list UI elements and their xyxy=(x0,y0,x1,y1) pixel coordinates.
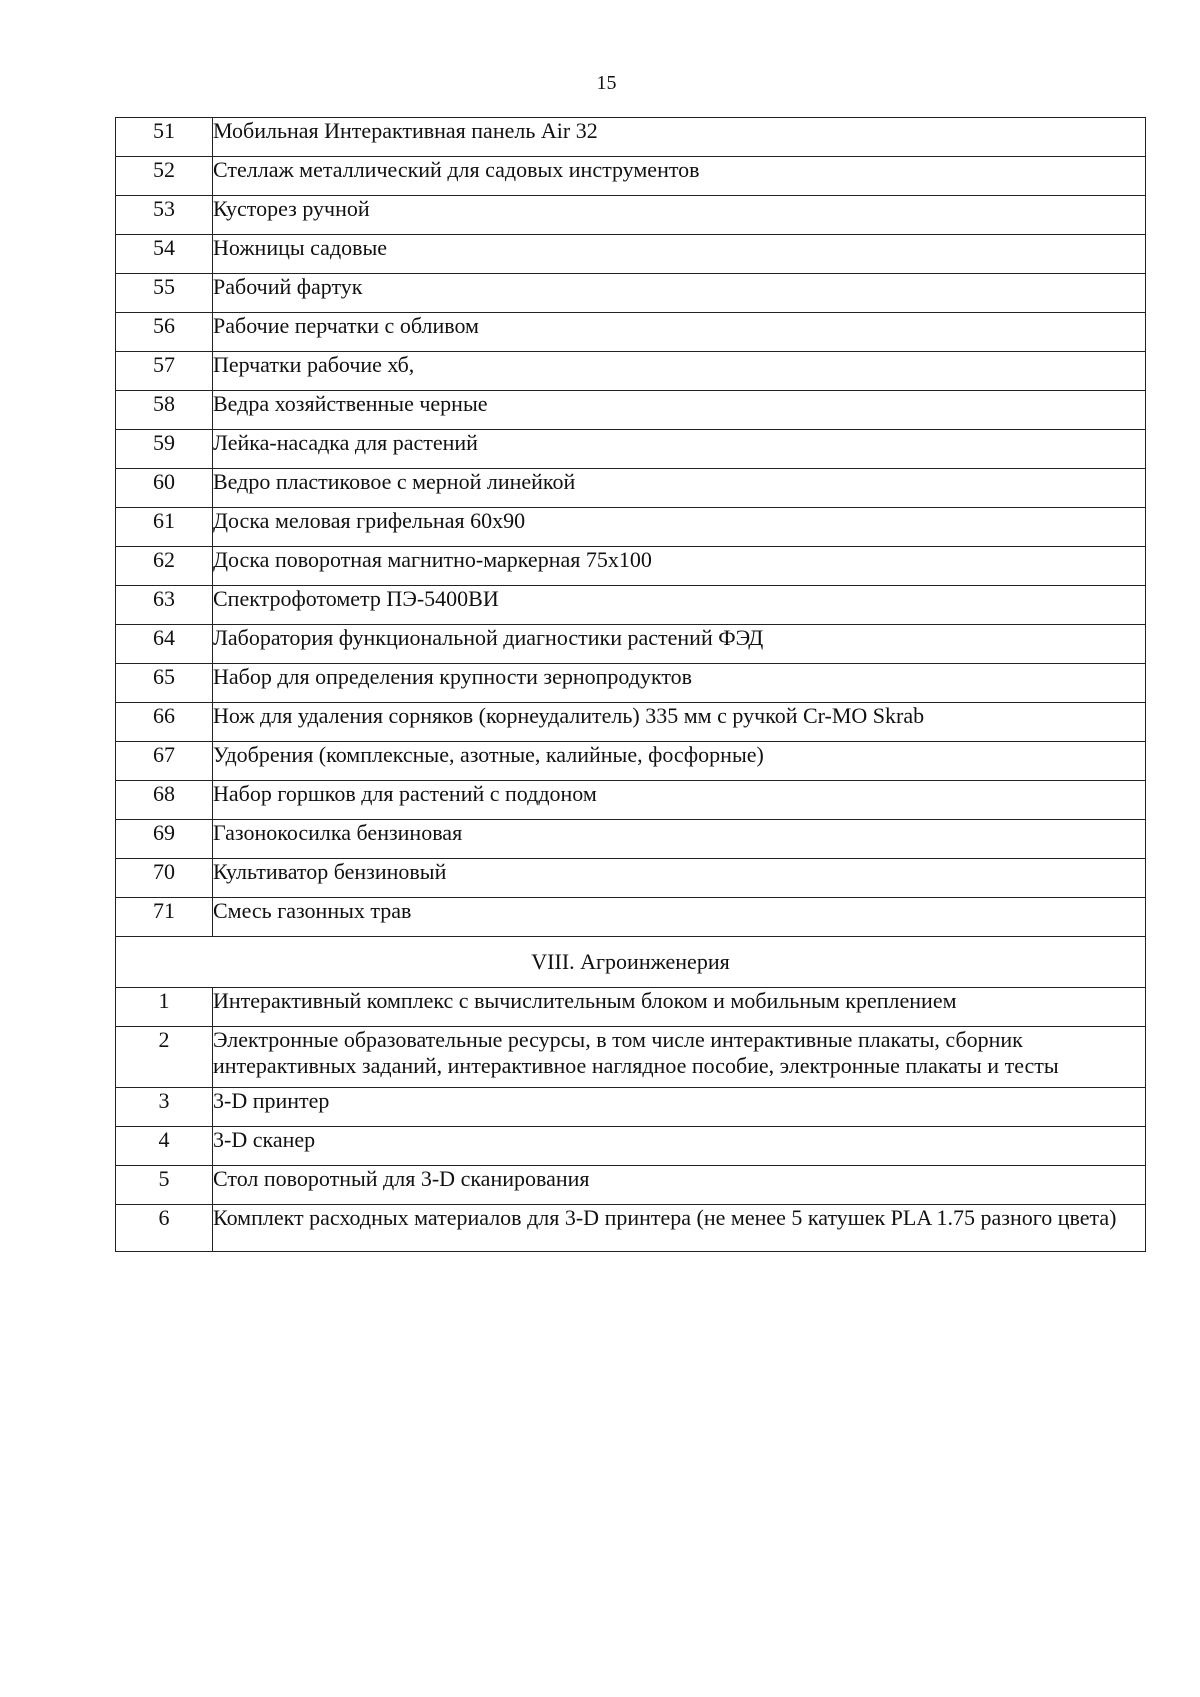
item-name: Набор для определения крупности зернопродуктов xyxy=(213,664,1146,703)
table-row xyxy=(116,469,1146,508)
item-name: Ведра хозяйственные черные xyxy=(213,391,1146,430)
item-name: Интерактивный комплекс с вычислительным блоком и мобильным креплением xyxy=(213,988,1146,1027)
table-row xyxy=(116,157,1146,196)
item-name: Нож для удаления сорняков (корнеудалитель) 335 мм с ручкой Cr-MO Skrab xyxy=(213,703,1146,742)
row-number: 59 xyxy=(116,430,213,469)
item-name: 3-D принтер xyxy=(213,1088,1146,1127)
item-name: Кусторез ручной xyxy=(213,196,1146,235)
item-name: Мобильная Интерактивная панель Air 32 xyxy=(213,118,1146,157)
item-name: Удобрения (комплексные, азотные, калийные, фосфорные) xyxy=(213,742,1146,781)
item-name: Доска меловая грифельная 60х90 xyxy=(213,508,1146,547)
table-row xyxy=(116,274,1146,313)
row-number: 51 xyxy=(116,118,213,157)
section-header-row xyxy=(116,937,1146,988)
item-name: Смесь газонных трав xyxy=(213,898,1146,937)
table-row xyxy=(116,508,1146,547)
table-row xyxy=(116,898,1146,937)
item-name: Доска поворотная магнитно-маркерная 75х100 xyxy=(213,547,1146,586)
item-name: Спектрофотометр ПЭ-5400ВИ xyxy=(213,586,1146,625)
item-name: Ведро пластиковое с мерной линейкой xyxy=(213,469,1146,508)
row-number: 52 xyxy=(116,157,213,196)
item-name: Электронные образовательные ресурсы, в том числе интерактивные плакаты, сборник интерактивных заданий, интерактивное наглядное пособие, электронные плакаты и тесты xyxy=(213,1027,1146,1088)
table-row xyxy=(116,235,1146,274)
row-number: 71 xyxy=(116,898,213,937)
row-number: 66 xyxy=(116,703,213,742)
table-row xyxy=(116,313,1146,352)
item-name: Газонокосилка бензиновая xyxy=(213,820,1146,859)
row-number: 3 xyxy=(116,1088,213,1127)
table-row xyxy=(116,703,1146,742)
item-name: Набор горшков для растений с поддоном xyxy=(213,781,1146,820)
table-row xyxy=(116,1027,1146,1088)
table-row xyxy=(116,352,1146,391)
equipment-table-body xyxy=(116,118,1146,1252)
table-row xyxy=(116,547,1146,586)
item-name: Рабочий фартук xyxy=(213,274,1146,313)
row-number: 2 xyxy=(116,1027,213,1088)
table-row xyxy=(116,820,1146,859)
row-number: 65 xyxy=(116,664,213,703)
row-number: 55 xyxy=(116,274,213,313)
table-row xyxy=(116,1088,1146,1127)
row-number: 70 xyxy=(116,859,213,898)
row-number: 62 xyxy=(116,547,213,586)
table-row xyxy=(116,859,1146,898)
row-number: 58 xyxy=(116,391,213,430)
row-number: 5 xyxy=(116,1166,213,1205)
item-name: 3-D сканер xyxy=(213,1127,1146,1166)
row-number: 57 xyxy=(116,352,213,391)
row-number: 6 xyxy=(116,1205,213,1252)
table-row xyxy=(116,1127,1146,1166)
row-number: 4 xyxy=(116,1127,213,1166)
row-number: 64 xyxy=(116,625,213,664)
item-name: Культиватор бензиновый xyxy=(213,859,1146,898)
page-number: 15 xyxy=(596,72,617,94)
item-name: Рабочие перчатки с обливом xyxy=(213,313,1146,352)
item-name: Лейка-насадка для растений xyxy=(213,430,1146,469)
table-row xyxy=(116,118,1146,157)
row-number: 61 xyxy=(116,508,213,547)
section-title: VIII. Агроинженерия xyxy=(116,937,1146,988)
item-name: Стеллаж металлический для садовых инструментов xyxy=(213,157,1146,196)
table-row xyxy=(116,625,1146,664)
row-number: 56 xyxy=(116,313,213,352)
table-row xyxy=(116,430,1146,469)
table-row xyxy=(116,586,1146,625)
table-row xyxy=(116,1166,1146,1205)
item-name: Стол поворотный для 3-D сканирования xyxy=(213,1166,1146,1205)
table-row xyxy=(116,391,1146,430)
equipment-table xyxy=(115,117,1146,1252)
row-number: 63 xyxy=(116,586,213,625)
item-name: Перчатки рабочие хб, xyxy=(213,352,1146,391)
table-row xyxy=(116,988,1146,1027)
item-name: Лаборатория функциональной диагностики растений ФЭД xyxy=(213,625,1146,664)
row-number: 69 xyxy=(116,820,213,859)
row-number: 60 xyxy=(116,469,213,508)
row-number: 68 xyxy=(116,781,213,820)
item-name: Ножницы садовые xyxy=(213,235,1146,274)
row-number: 53 xyxy=(116,196,213,235)
row-number: 67 xyxy=(116,742,213,781)
row-number: 54 xyxy=(116,235,213,274)
item-name: Комплект расходных материалов для 3-D принтера (не менее 5 катушек PLA 1.75 разного цвета) xyxy=(213,1205,1146,1252)
row-number: 1 xyxy=(116,988,213,1027)
table-row xyxy=(116,196,1146,235)
table-row xyxy=(116,742,1146,781)
table-row xyxy=(116,781,1146,820)
table-row xyxy=(116,664,1146,703)
table-row xyxy=(116,1205,1146,1252)
